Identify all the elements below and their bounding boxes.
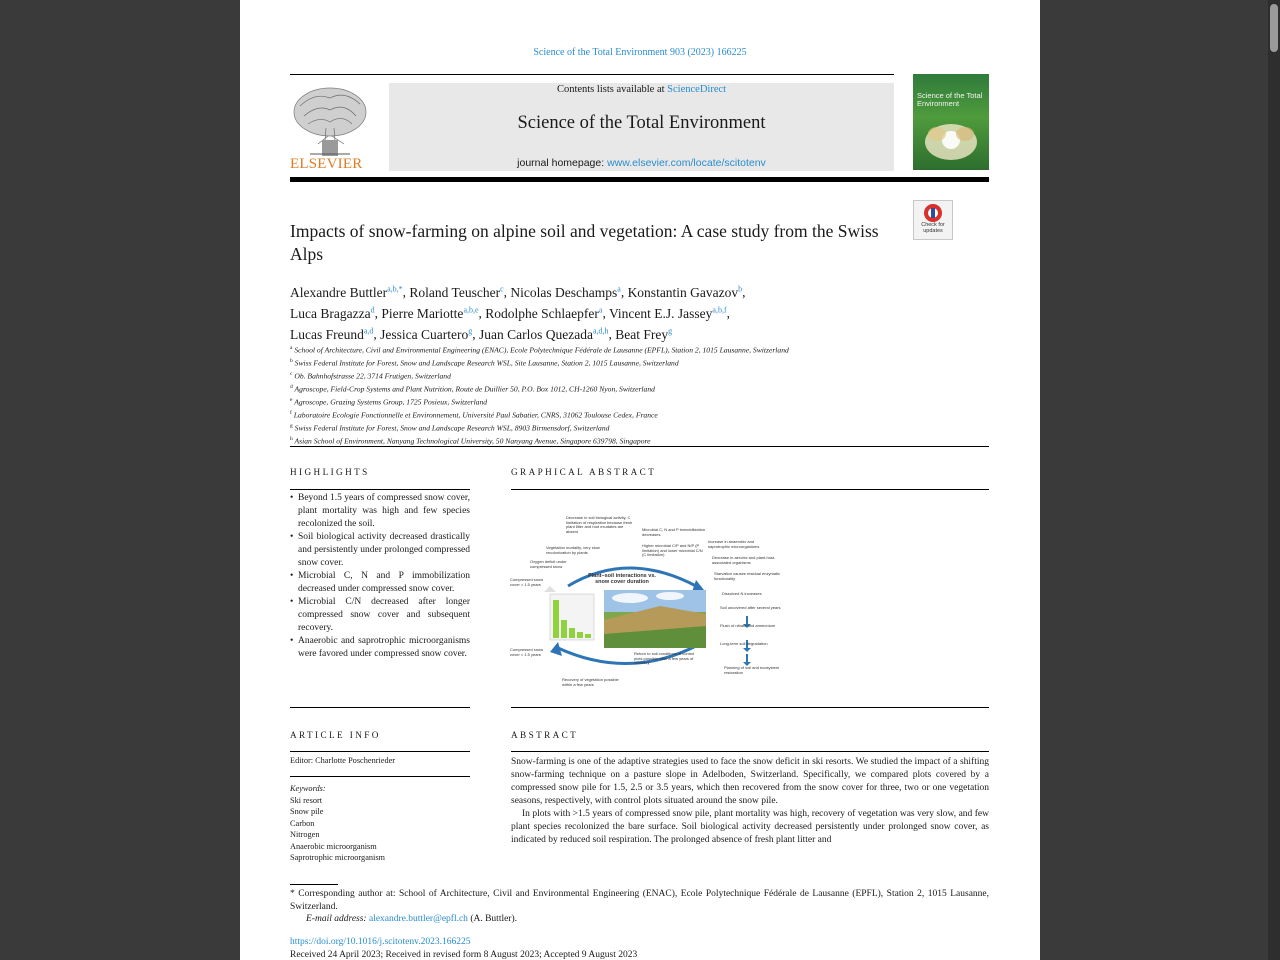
highlights-heading: HIGHLIGHTS	[290, 467, 370, 477]
highlights-end-rule	[290, 707, 470, 708]
author[interactable]: Luca Bragazza$^d$	[290, 305, 375, 321]
sciencedirect-link[interactable]: ScienceDirect	[667, 84, 727, 95]
author-email-link[interactable]: alexandre.buttler@epfl.ch	[368, 914, 468, 924]
highlight-item: • Anaerobic and saprotrophic microorganisms were favored under compressed snow cover.	[290, 635, 470, 661]
affiliation: $^c$ Ob. Bahnhofstrasse 22, 3714 Frutigen, Switzerland	[290, 371, 451, 381]
author[interactable]: Beat Frey$^g$	[615, 326, 673, 342]
pdf-page	[240, 0, 1040, 960]
graphical-abstract-end-rule	[511, 707, 989, 708]
paper-title: Impacts of snow-farming on alpine soil and vegetation: A case study from the Swiss Alps	[290, 221, 879, 264]
abstract-heading: ABSTRACT	[511, 730, 579, 740]
email-line	[306, 914, 517, 924]
author[interactable]: Nicolas Deschamps$^a$	[510, 284, 621, 300]
highlight-item: • Microbial C/N decreased after longer compressed snow cover and subsequent recovery.	[290, 596, 470, 635]
ga-flow-step: Increase in anaerobic and saprotrophic microorganisms	[708, 539, 760, 549]
highlight-item: • Beyond 1.5 years of compressed snow cover, plant mortality was high and few species recolonized the soil.	[290, 492, 470, 531]
keywords-heading: Keywords:	[290, 784, 326, 793]
check-updates-label: Check for updates	[921, 222, 945, 234]
affiliation: $^a$ School of Architecture, Civil and Environmental Engineering (ENAC), Ecole Polytechnique Fédérale de Lausanne (EPFL), Station 2, 1015 Lausanne, Switzerland	[290, 345, 789, 355]
ga-note: Decrease in soil biological activity, C limitation of respiration because fresh plant litter and root exudates are absent	[566, 515, 633, 534]
homepage-prefix: journal homepage:	[517, 157, 605, 169]
journal-homepage-link[interactable]: www.elsevier.com/locate/scitotenv	[607, 157, 766, 169]
author[interactable]: Lucas Freund$^{a,d}$	[290, 326, 374, 342]
ga-note: Oxygen deficit under compressed snow	[530, 559, 567, 569]
elsevier-wordmark: ELSEVIER	[290, 156, 363, 172]
journal-cover-image	[913, 74, 989, 170]
affiliation: $^h$ Asian School of Environment, Nanyang Technological University, 50 Nanyang Avenue, Singapore 639798, Singapore	[290, 436, 651, 446]
cover-art	[913, 74, 989, 170]
homepage-line	[389, 157, 894, 169]
keyword: Snow pile	[290, 807, 324, 817]
author[interactable]: Konstantin Gavazov$^b$	[627, 284, 743, 300]
abstract-body	[511, 756, 989, 847]
ga-note: Higher microbial C/P and N/P (P limitation) and lower microbial C/N (C limitation)	[642, 543, 703, 558]
abstract-paragraph: In plots with >1.5 years of compressed snow pile, plant mortality was high, recovery of vegetation was very slow, and few plant species recolonized the bare surface. Soil biological activity decreased persistently under prolonged snow cover, as indicated by reduced soil respiration. The prolonged absence of fresh plant litter and	[511, 809, 989, 845]
article-info-rule	[290, 751, 470, 752]
ga-flow-step: Long-term soil degradation	[720, 641, 768, 646]
ga-flow-step: Flush of nitrate and ammonium	[720, 623, 776, 628]
ga-note: Return to soil conditions of control plots possible after a few years of recovery	[634, 651, 695, 666]
ga-flow-step: Planning of soil and ecosystem restoration	[724, 665, 780, 675]
received-dates: Received 24 April 2023; Received in revised form 8 August 2023; Accepted 9 August 2023	[290, 950, 638, 960]
affiliation: $^g$ Swiss Federal Institute for Forest, Snow and Landscape Research WSL, 8903 Birmensdorf, Switzerland	[290, 423, 610, 433]
keyword: Ski resort	[290, 796, 323, 805]
author[interactable]: Roland Teuscher$^c$	[409, 284, 504, 300]
keyword-list	[290, 795, 470, 863]
header-rule	[290, 74, 894, 75]
affiliation-rule	[290, 446, 989, 447]
ga-flow-step: Dissolved N increases	[722, 591, 762, 596]
journal-citation-link[interactable]: Science of the Total Environment 903 (2023) 166225	[533, 47, 747, 58]
graphical-abstract-heading: GRAPHICAL ABSTRACT	[511, 467, 657, 477]
highlight-item: • Microbial C, N and P immobilization decreased under compressed snow cover.	[290, 570, 470, 596]
cover-title: Science of the Total Environment	[917, 91, 983, 108]
author[interactable]: Rodolphe Schlaepfer$^a$	[485, 305, 603, 321]
ga-note: Vegetation mortality, very slow recolonization by plants	[546, 545, 600, 555]
author-list: Alexandre Buttler$^{a,b,*}$, Roland Teuscher$^c$, Nicolas Deschamps$^a$, Konstantin Gavazov$^b$, Luca Bragazza$^d$, Pierre Mariotte$^{a,b,e}$, Rodolphe Schlaepfer$^a$, Vincent E.J. Jassey$^{a,b,f}$, Lucas Freund$^{a,d}$, Jessica Cuartero$^g$, Juan Carlos Quezada$^{a,d,h}$, Beat Frey$^g$	[290, 284, 746, 342]
affiliation-list	[290, 343, 990, 447]
keyword: Nitrogen	[290, 830, 320, 840]
header-thick-rule	[290, 177, 989, 182]
affiliation: $^e$ Agroscope, Grazing Systems Group, 1725 Posieux, Switzerland	[290, 397, 488, 407]
author[interactable]: Juan Carlos Quezada$^{a,d,h}$	[479, 326, 609, 342]
author[interactable]: Vincent E.J. Jassey$^{a,b,f}$	[608, 305, 727, 321]
keyword: Carbon	[290, 818, 315, 828]
ga-left-bottom-label: Compressed snow cover < 1.5 years	[510, 647, 544, 657]
journal-title: Science of the Total Environment	[517, 113, 766, 133]
affiliation: $^f$ Laboratoire Ecologie Fonctionnelle et Environnement, Université Paul Sabatier, CNRS, 31062 Toulouse Cedex, France	[290, 410, 658, 420]
graphical-abstract-figure[interactable]	[510, 510, 790, 690]
author[interactable]: Alexandre Buttler$^{a,b,*}$	[290, 284, 403, 300]
ga-center-label: Plant–soil interactions vs. snow cover duration	[588, 573, 656, 585]
affiliation: $^b$ Swiss Federal Institute for Forest, Snow and Landscape Research WSL, Site Lausanne, Station 2, 1015 Lausanne, Switzerland	[290, 358, 679, 368]
author[interactable]: Pierre Mariotte$^{a,b,e}$	[381, 305, 479, 321]
highlights-list	[290, 492, 470, 661]
ga-flow-step: Soil uncovered after several years	[720, 605, 781, 610]
email-label: E-mail address:	[306, 914, 367, 924]
doi-link[interactable]: https://doi.org/10.1016/j.scitotenv.2023.166225	[290, 937, 471, 947]
ga-flow-step: Starvation causes residual enzymatic functionality	[714, 571, 781, 581]
graphical-abstract-rule	[511, 489, 989, 490]
check-for-updates-button[interactable]	[913, 200, 953, 240]
scrollbar[interactable]	[1268, 0, 1280, 960]
contents-line	[389, 84, 894, 95]
keyword: Saprotrophic microorganism	[290, 853, 386, 863]
email-suffix: (A. Buttler).	[470, 914, 518, 924]
ga-note: Microbial C, N and P immobilization decreases	[642, 527, 706, 537]
affiliation: $^d$ Agroscope, Field-Crop Systems and Plant Nutrition, Route de Duillier 50, P.O. Box 1012, CH-1260 Nyon, Switzerland	[290, 384, 655, 394]
ga-flow-step: Decrease in aerobic and plant-host-associated organisms	[712, 555, 776, 565]
highlights-rule	[290, 489, 470, 490]
abstract-rule	[511, 751, 989, 752]
footnote-rule	[290, 884, 338, 885]
author[interactable]: Jessica Cuartero$^g$	[380, 326, 473, 342]
keyword: Anaerobic microorganism	[290, 841, 377, 851]
corresponding-author-note: * Corresponding author at: School of Architecture, Civil and Environmental Engineering (ENAC), Ecole Polytechnique Fédérale de Lausanne (EPFL), Station 2, 1015 Lausanne, Switzerland.	[290, 889, 989, 912]
scrollbar-thumb[interactable]	[1270, 4, 1278, 52]
ga-note: Recovery of vegetation possible within a few years	[562, 677, 619, 687]
article-info-heading: ARTICLE INFO	[290, 730, 381, 740]
ga-left-top-label: Compressed snow cover > 1.5 years	[510, 577, 544, 587]
abstract-paragraph: Snow-farming is one of the adaptive strategies used to face the snow deficit in ski resorts. We studied the impact of a shifting snow-farming technique on a pasture slope in Adelboden, Switzerland. Specifically, we compared plots covered by a compressed snow pile for 1.5, 2.5 or 3.5 years, which then recovered from the snow cover for three, two or one vegetation seasons, respectively, with control plots situated around the snow pile.	[511, 757, 989, 806]
contents-prefix: Contents lists available at	[556, 84, 665, 95]
keywords-rule	[290, 776, 470, 777]
editor-line: Editor: Charlotte Poschenrieder	[290, 756, 396, 765]
highlight-item: • Soil biological activity decreased drastically and persistently under prolonged compressed snow cover.	[290, 531, 470, 570]
